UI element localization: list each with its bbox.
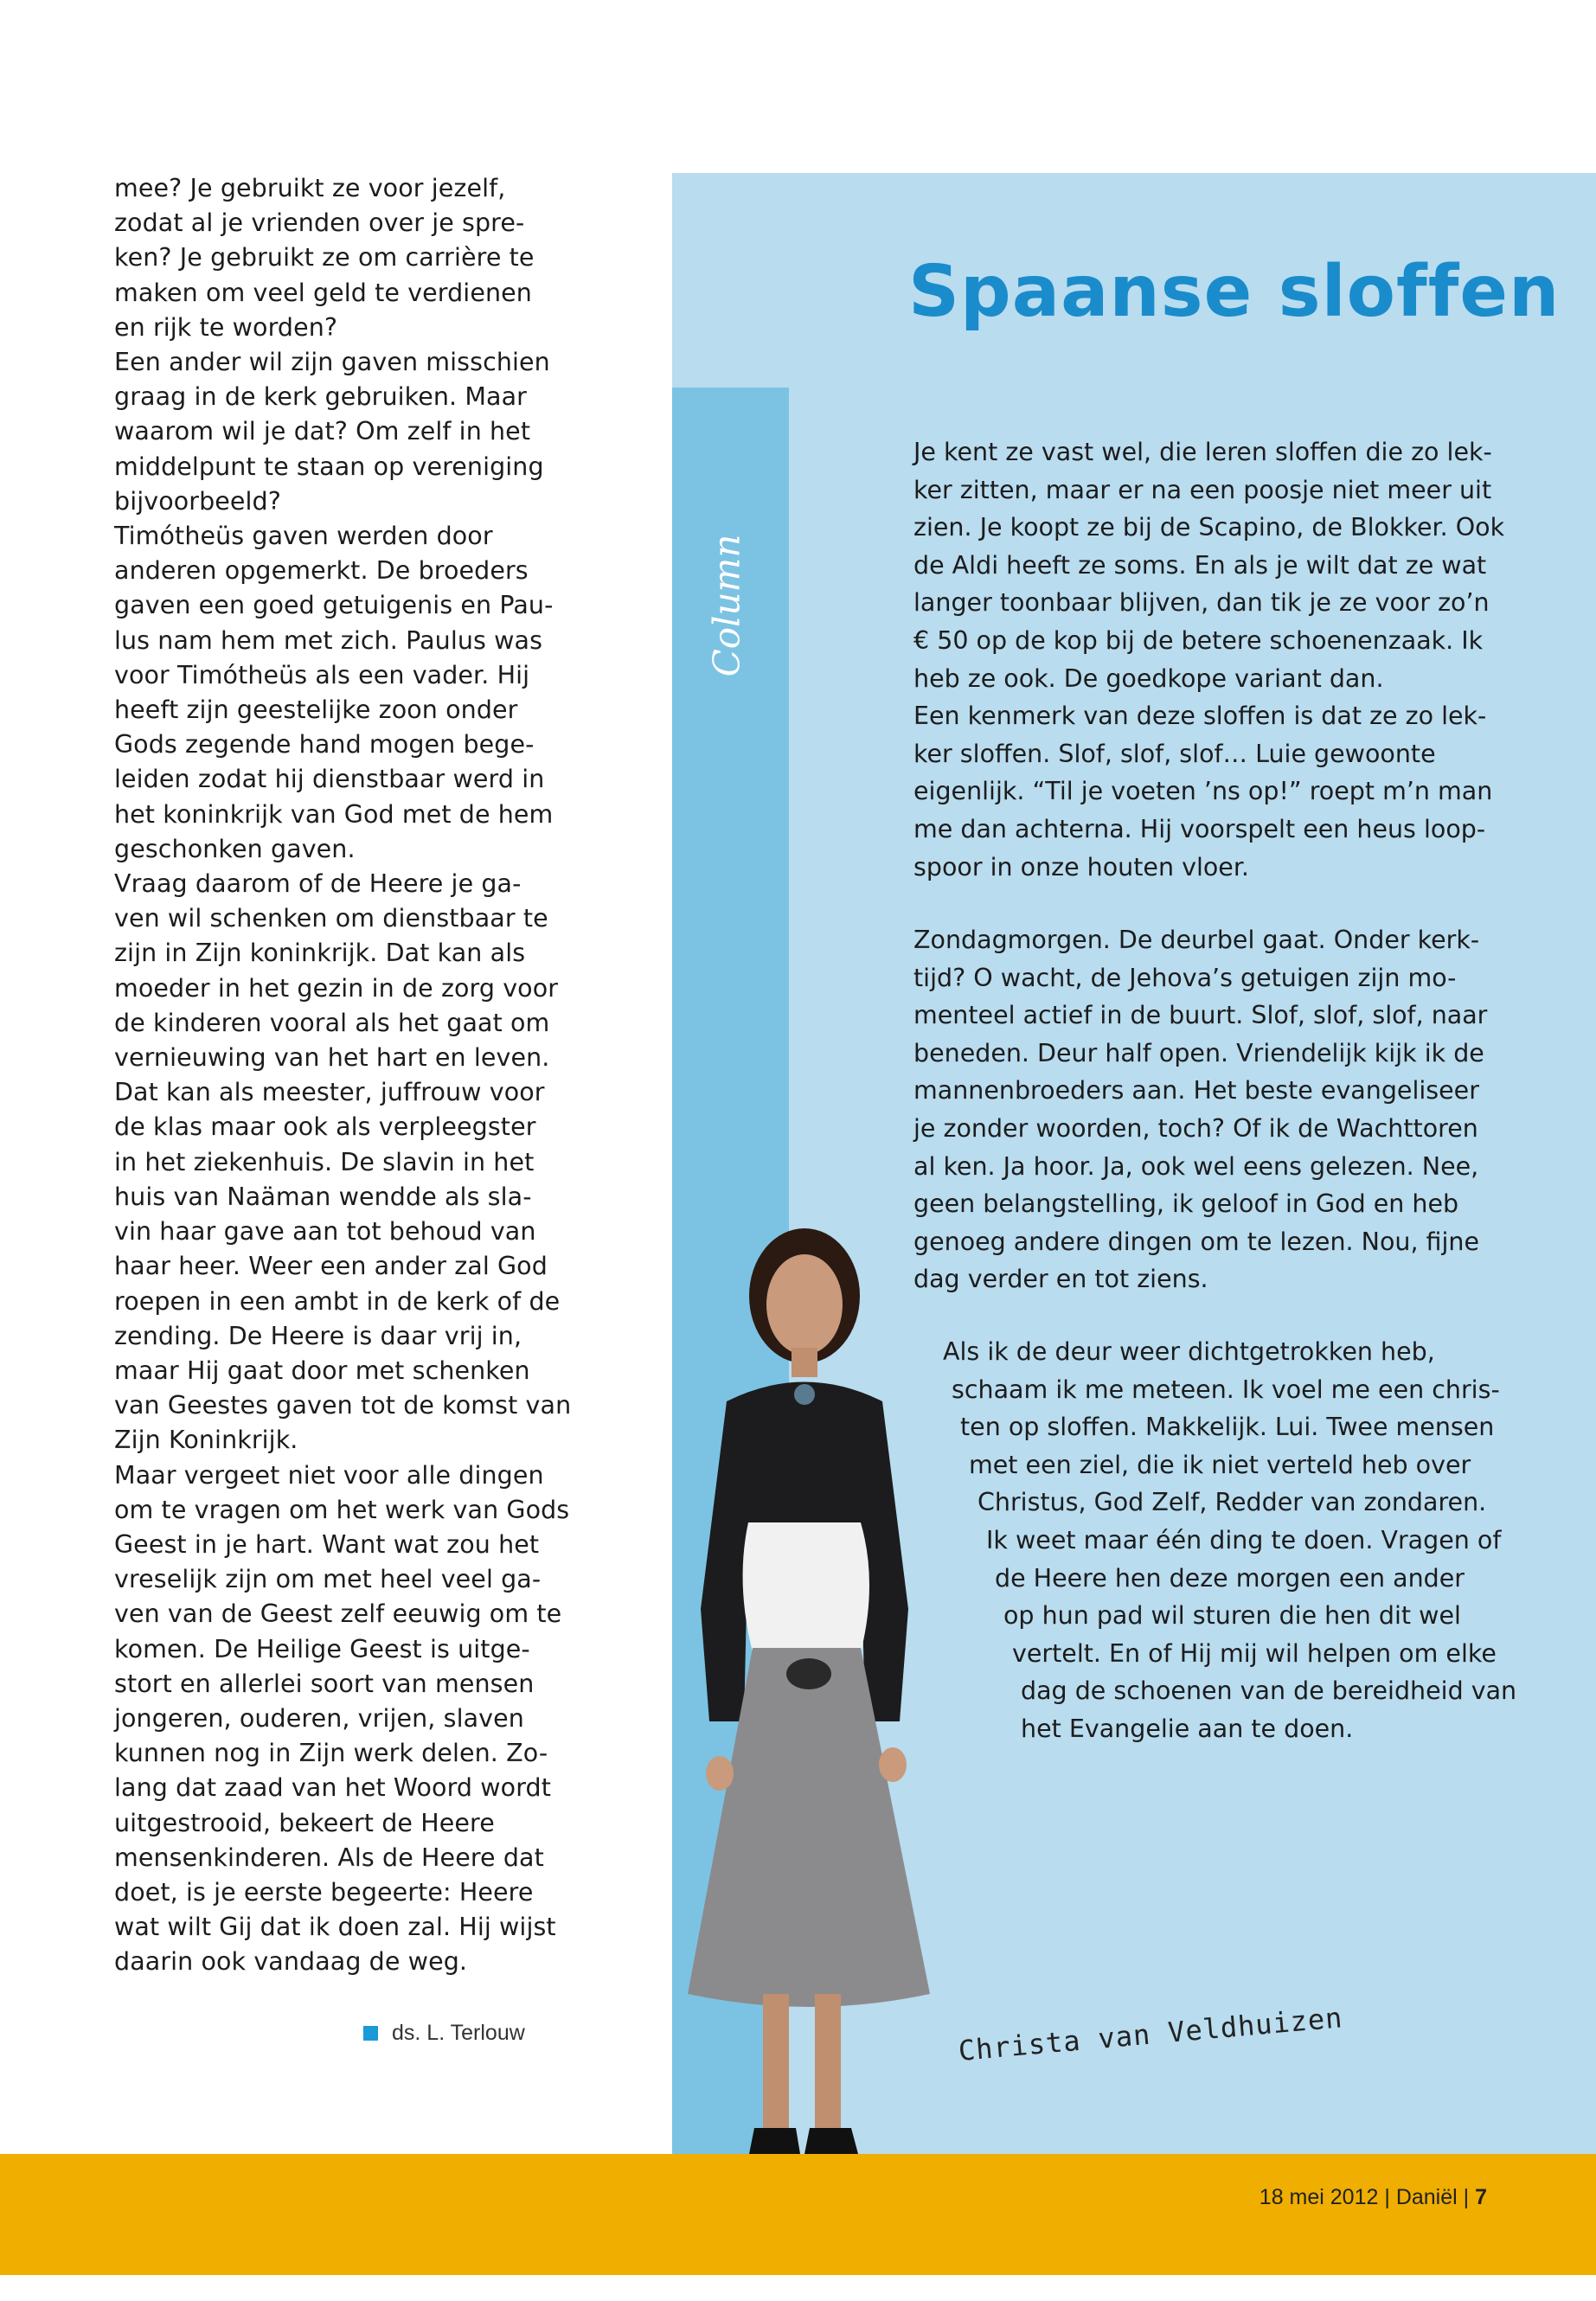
text-line: geschonken gaven. <box>114 834 356 863</box>
text-line: vernieuwing van het hart en leven. <box>114 1043 550 1073</box>
text-line: de klas maar ook als verpleegster <box>114 1112 536 1142</box>
text-line: bijvoorbeeld? <box>114 486 281 516</box>
text-line: voor Timótheüs als een vader. Hij <box>114 660 530 689</box>
text-line: al ken. Ja hoor. Ja, ook wel eens gelezen. Nee, <box>913 1151 1479 1181</box>
text-line: anderen opgemerkt. De broeders <box>114 556 529 586</box>
text-line: haar heer. Weer een ander zal God <box>114 1252 548 1281</box>
text-line: Een ander wil zijn gaven misschien <box>114 348 550 377</box>
text-line: mee? Je gebruikt ze voor jezelf, <box>114 174 506 202</box>
text-line: en rijk te worden? <box>114 312 338 342</box>
text-line: genoeg andere dingen om te lezen. Nou, fijne <box>913 1227 1480 1256</box>
text-line: eigenlijk. “Til je voeten ’ns op!” roept m’n man <box>913 777 1493 806</box>
text-line: in het ziekenhuis. De slavin in het <box>114 1147 535 1176</box>
text-line: Vraag daarom of de Heere je ga- <box>114 869 522 899</box>
text-line: langer toonbaar blijven, dan tik je ze voor zo’n <box>913 588 1490 618</box>
text-line: Timótheüs gaven werden door <box>114 522 493 551</box>
text-line: graag in de kerk gebruiken. Maar <box>114 382 527 412</box>
author-signature: Christa van Veldhuizen <box>957 2001 1344 2067</box>
text-line: beneden. Deur half open. Vriendelijk kijk ik de <box>913 1038 1484 1067</box>
footer-info <box>1259 2185 1487 2210</box>
text-line: me dan achterna. Hij voorspelt een heus loop- <box>913 814 1486 843</box>
text-line: vin haar gave aan tot behoud van <box>114 1217 536 1247</box>
text-line: ten op sloffen. Makkelijk. Lui. Twee mensen <box>960 1413 1495 1442</box>
text-line: wat wilt Gij dat ik doen zal. Hij wijst <box>114 1913 556 1942</box>
text-line: zijn in Zijn koninkrijk. Dat kan als <box>114 939 526 968</box>
magazine-name: Daniël <box>1395 2185 1458 2209</box>
text-line: om te vragen om het werk van Gods <box>114 1495 570 1524</box>
text-line: het Evangelie aan te doen. <box>1021 1714 1354 1743</box>
text-line: heb ze ook. De goedkope variant dan. <box>913 663 1384 693</box>
text-line: de Aldi heeft ze soms. En als je wilt dat ze wat <box>913 550 1487 580</box>
text-line: zending. De Heere is daar vrij in, <box>114 1321 522 1350</box>
column-label: Column <box>705 534 748 677</box>
text-line: Een kenmerk van deze sloffen is dat ze zo lek- <box>913 702 1487 731</box>
text-line: dag verder en tot ziens. <box>913 1265 1208 1294</box>
text-line: waarom wil je dat? Om zelf in het <box>114 417 531 446</box>
text-line: op hun pad wil sturen die hen dit wel <box>1003 1601 1461 1631</box>
issue-date: 18 mei 2012 <box>1259 2185 1379 2209</box>
text-line: Gods zegende hand mogen bege- <box>114 730 535 760</box>
bullet-square-icon <box>363 2026 378 2041</box>
author-name: ds. L. Terlouw <box>392 2021 525 2045</box>
text-line: zodat al je vrienden over je spre- <box>114 208 525 238</box>
text-line: Ik weet maar één ding te doen. Vragen of <box>986 1525 1502 1554</box>
page-number: 7 <box>1475 2185 1487 2209</box>
text-line: menteel actief in de buurt. Slof, slof, slof, naar <box>913 1001 1488 1030</box>
text-line: leiden zodat hij dienstbaar werd in <box>114 765 545 794</box>
text-line: uitgestrooid, bekeert de Heere <box>114 1808 495 1837</box>
text-line: Dat kan als meester, juffrouw voor <box>114 1078 545 1107</box>
author-credit <box>363 2021 525 2046</box>
column-paragraph-2 <box>913 921 1487 1298</box>
text-line: vreselijk zijn om met heel veel ga- <box>114 1565 542 1594</box>
text-line: ven wil schenken om dienstbaar te <box>114 904 548 933</box>
text-line: ven van de Geest zelf eeuwig om te <box>114 1599 562 1629</box>
text-line: roepen in een ambt in de kerk of de <box>114 1286 561 1316</box>
text-line: lus nam hem met zich. Paulus was <box>114 625 543 655</box>
text-line: middelpunt te staan op vereniging <box>114 452 544 481</box>
text-line: € 50 op de kop bij de betere schoenenzaak. Ik <box>913 625 1484 655</box>
text-line: heeft zijn geestelijke zoon onder <box>114 695 518 725</box>
text-line: de kinderen vooral als het gaat om <box>114 1008 550 1037</box>
text-line: Zijn Koninkrijk. <box>114 1426 298 1455</box>
text-line: van Geestes gaven tot de komst van <box>114 1391 572 1420</box>
text-line: kunnen nog in Zijn werk delen. Zo- <box>114 1739 548 1768</box>
text-line: zien. Je koopt ze bij de Scapino, de Blokker. Ook <box>913 513 1505 542</box>
text-line: Christus, God Zelf, Redder van zondaren. <box>977 1488 1487 1517</box>
text-line: je zonder woorden, toch? Of ik de Wachttoren <box>913 1113 1478 1143</box>
column-paragraph-3 <box>943 1333 1516 1748</box>
column-paragraph-1 <box>913 433 1504 886</box>
footer-bar <box>0 2154 1596 2275</box>
text-line: mannenbroeders aan. Het beste evangeliseer <box>913 1076 1479 1106</box>
text-line: lang dat zaad van het Woord wordt <box>114 1773 551 1803</box>
text-line: schaam ik me meteen. Ik voel me een chris- <box>952 1375 1500 1404</box>
text-line: met een ziel, die ik niet verteld heb over <box>969 1450 1471 1479</box>
text-line: komen. De Heilige Geest is uitge- <box>114 1634 530 1663</box>
text-line: stort en allerlei soort van mensen <box>114 1669 535 1698</box>
text-line: Geest in je hart. Want wat zou het <box>114 1529 540 1559</box>
text-line: tijd? O wacht, de Jehova’s getuigen zijn mo- <box>913 963 1457 992</box>
text-line: de Heere hen deze morgen een ander <box>995 1563 1465 1593</box>
author-photo <box>666 1202 943 2171</box>
text-line: moeder in het gezin in de zorg voor <box>114 973 559 1003</box>
text-line: dag de schoenen van de bereidheid van <box>1021 1676 1517 1706</box>
text-line: Je kent ze vast wel, die leren sloffen die zo lek- <box>913 438 1492 466</box>
footer-separator: | <box>1463 2185 1470 2209</box>
text-line: het koninkrijk van God met de hem <box>114 799 554 829</box>
text-line: Maar vergeet niet voor alle dingen <box>114 1460 544 1490</box>
footer-separator: | <box>1384 2185 1390 2209</box>
text-line: ken? Je gebruikt ze om carrière te <box>114 243 535 272</box>
text-line: geen belangstelling, ik geloof in God en heb <box>913 1189 1459 1219</box>
text-line: Zondagmorgen. De deurbel gaat. Onder kerk- <box>913 926 1480 954</box>
text-line: maken om veel geld te verdienen <box>114 278 532 307</box>
text-line: huis van Naäman wendde als sla- <box>114 1182 532 1211</box>
left-article-text <box>114 171 572 1980</box>
text-line: gaven een goed getuigenis en Pau- <box>114 591 554 620</box>
text-line: ker zitten, maar er na een poosje niet meer uit <box>913 475 1492 504</box>
text-line: vertelt. En of Hij mij wil helpen om elke <box>1012 1638 1497 1668</box>
text-line: doet, is je eerste begeerte: Heere <box>114 1877 534 1907</box>
text-line: ker sloffen. Slof, slof, slof… Luie gewoonte <box>913 739 1436 768</box>
text-line: maar Hij gaat door met schenken <box>114 1356 530 1385</box>
text-line: daarin ook vandaag de weg. <box>114 1947 468 1977</box>
text-line: spoor in onze houten vloer. <box>913 852 1249 881</box>
text-line: jongeren, ouderen, vrijen, slaven <box>114 1703 524 1733</box>
text-line: Als ik de deur weer dichtgetrokken heb, <box>943 1337 1435 1366</box>
column-title: Spaanse sloffen <box>908 251 1561 333</box>
text-line: mensenkinderen. Als de Heere dat <box>114 1843 544 1872</box>
